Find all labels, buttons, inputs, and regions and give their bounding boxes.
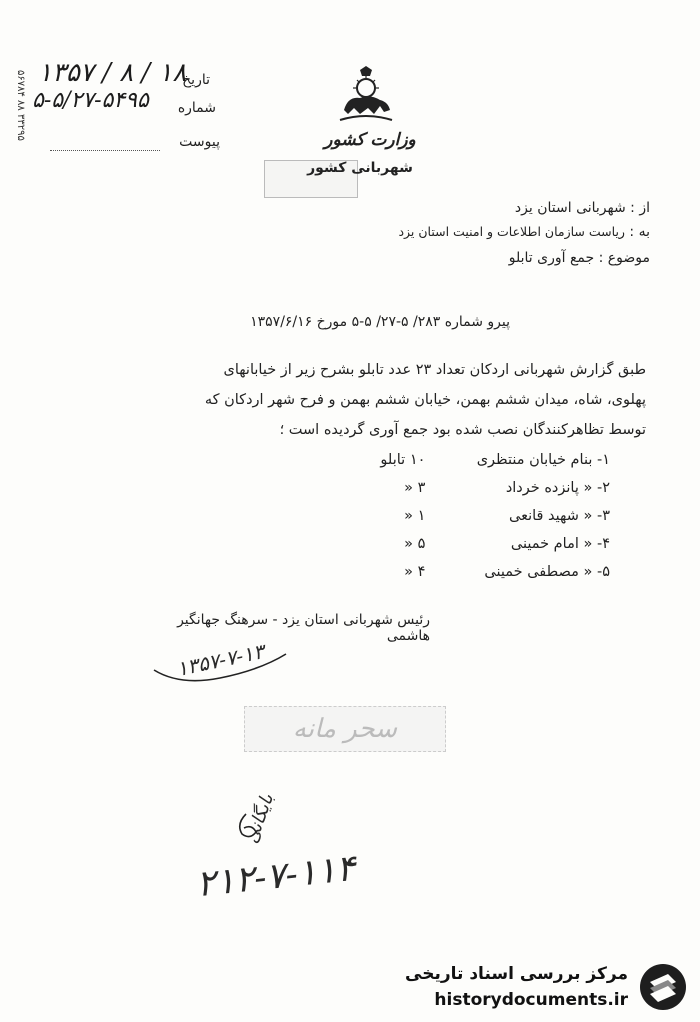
list-item-label: ۵- « مصطفی خمینی bbox=[484, 564, 610, 580]
secret-stamp-text: سحر مانه bbox=[292, 714, 398, 744]
margin-note: ۵۶۷۸۴ ۸۸ ۳۳۲۹۵ bbox=[15, 70, 26, 141]
list-item-label: ۳- « شهید قانعی bbox=[508, 508, 610, 524]
archive-logo-icon bbox=[638, 962, 688, 1012]
body-line-2: پهلوی، شاه، میدان ششم بهمن، خیابان ششم بهمن و فرح شهر اردکان که bbox=[204, 392, 646, 408]
to-value: ریاست سازمان اطلاعات و امنیت استان یزد bbox=[398, 224, 625, 239]
list-item-count: ۱۰ تابلو bbox=[380, 452, 426, 468]
handwritten-archive-note: بایگانی bbox=[240, 790, 279, 847]
from-row bbox=[400, 200, 650, 216]
from-value: شهربانی استان یزد bbox=[514, 200, 626, 216]
number-label: شماره bbox=[177, 100, 216, 116]
list-item bbox=[290, 508, 610, 524]
list-item bbox=[290, 536, 610, 552]
subject-label: موضوع : bbox=[598, 250, 650, 266]
date-label: تاریخ bbox=[182, 72, 210, 88]
body-line-1: طبق گزارش شهربانی اردکان تعداد ۲۳ عدد تابلو بشرح زیر از خیابانهای bbox=[223, 362, 646, 378]
handwritten-date: ۱۳۵۷ / ۸ / ۱۸ bbox=[38, 58, 187, 88]
department-title: شهربانی کشور bbox=[307, 160, 413, 176]
handwritten-signature-date: ۱۳۵۷-۷-۱۳ bbox=[174, 639, 267, 681]
subject-value: جمع آوری تابلو bbox=[508, 250, 595, 266]
list-item bbox=[290, 480, 610, 496]
signature-line: رئیس شهربانی استان یزد - سرهنگ جهانگیر هاشمی bbox=[177, 612, 430, 644]
list-item-count: ۳ « bbox=[404, 480, 426, 496]
lion-and-sun-emblem-icon bbox=[330, 66, 402, 124]
to-row bbox=[380, 224, 650, 240]
to-label: به : bbox=[629, 224, 650, 240]
ministry-title: وزارت کشور bbox=[324, 130, 416, 150]
list-item bbox=[290, 452, 610, 468]
secret-stamp bbox=[244, 706, 446, 752]
list-item-count: ۴ « bbox=[404, 564, 426, 580]
attachment-label: پیوست bbox=[179, 134, 220, 150]
initial-scribble-icon bbox=[232, 810, 262, 844]
from-label: از : bbox=[630, 200, 650, 216]
list-item-count: ۱ « bbox=[404, 508, 426, 524]
list-item-label: ۲- « پانزده خرداد bbox=[505, 480, 610, 496]
list-item-label: ۱- بنام خیابان منتظری bbox=[476, 452, 610, 468]
handwritten-number: ۵-۵/۲۷-۵۴۹۵ bbox=[32, 88, 149, 113]
body-line-3: توسط تظاهرکنندگان نصب شده بود جمع آوری گردیده است ؛ bbox=[279, 422, 646, 438]
list-item-count: ۵ « bbox=[404, 536, 426, 552]
reference-line: پیرو شماره ۲۸۳/ ۵-۲۷/ ۵-۵ مورخ ۱۳۵۷/۶/۱۶ bbox=[250, 314, 510, 330]
subject-row bbox=[440, 250, 650, 266]
handwritten-archive-number: ۲۱۲-۷-۱۱۴ bbox=[194, 847, 358, 906]
signature-scribble-icon bbox=[150, 640, 290, 686]
attachment-dotted-line bbox=[50, 140, 160, 151]
list-item bbox=[290, 564, 610, 580]
list-item-label: ۴- « امام خمینی bbox=[510, 536, 610, 552]
footer-title: مرکز بررسی اسناد تاریخی bbox=[405, 964, 628, 984]
footer-url[interactable]: historydocuments.ir bbox=[434, 990, 628, 1010]
